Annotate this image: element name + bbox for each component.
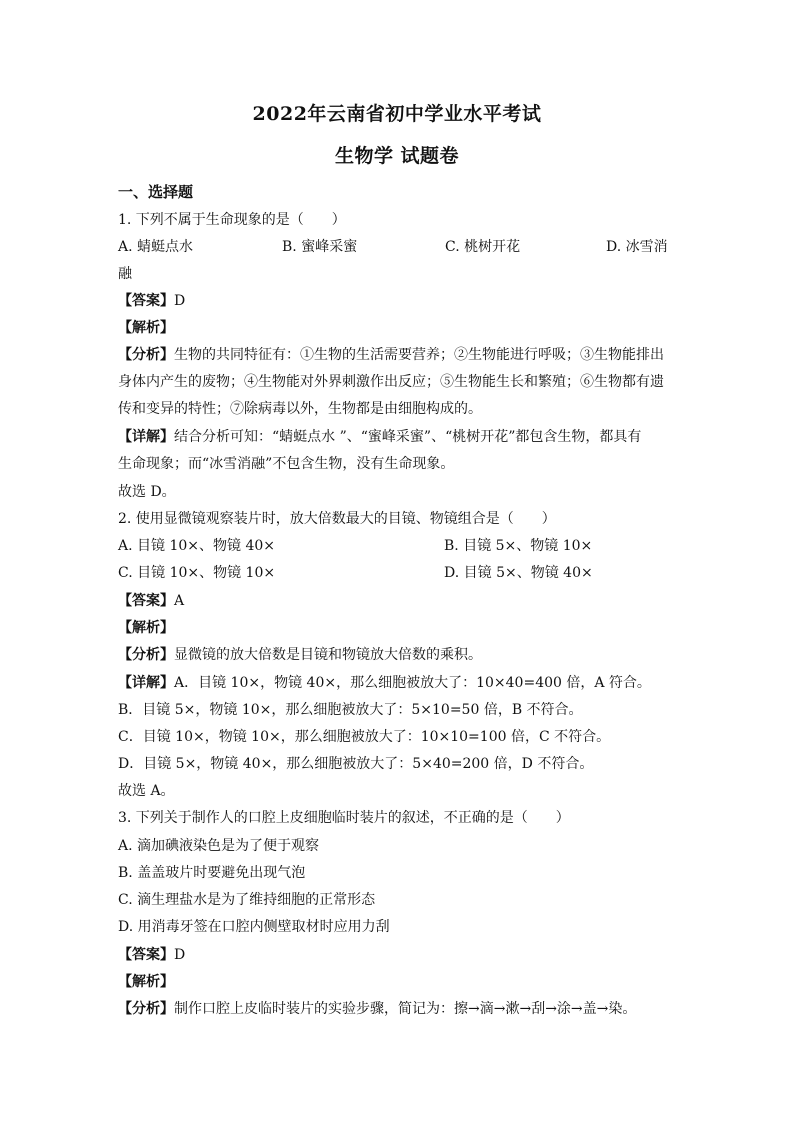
q2-option-d: D. 目镜 5×、物镜 40× xyxy=(444,565,593,581)
answer-value: A xyxy=(174,593,185,609)
fenxi-text: 显微镜的放大倍数是目镜和物镜放大倍数的乘积。 xyxy=(174,647,482,663)
fenxi-tag: 【分析】 xyxy=(118,647,174,663)
q3-fenxi-line xyxy=(118,1000,678,1018)
q2-analysis-tag: 【解析】 xyxy=(118,620,174,636)
q1-fenxi-line: 身体内产生的废物；④生物能对外界刺激作出反应；⑤生物能生长和繁殖；⑥生物都有遗 xyxy=(118,374,664,390)
q1-option-b: B. 蜜峰采蜜 xyxy=(282,239,358,255)
q2-xiangjie-line: C．目镜 10×，物镜 10×，那么细胞被放大了：10×10=100 倍，C 不符合。 xyxy=(118,729,611,745)
q1-analysis-tag: 【解析】 xyxy=(118,320,174,336)
q1-xiangjie-line xyxy=(118,428,678,446)
q2-answer xyxy=(118,592,678,610)
q3-stem: 3. 下列关于制作人的口腔上皮细胞临时装片的叙述，不正确的是（ ） xyxy=(118,810,570,826)
q1-option-a: A. 蜻蜓点水 xyxy=(118,239,194,255)
xiangjie-tag: 【详解】 xyxy=(118,429,174,445)
fenxi-tag: 【分析】 xyxy=(118,347,174,363)
q2-conclusion: 故选 A。 xyxy=(118,783,175,799)
answer-value: D xyxy=(174,947,186,963)
exam-title: 2022年云南省初中学业水平考试 xyxy=(252,103,542,125)
q2-fenxi-line xyxy=(118,646,678,664)
q3-answer xyxy=(118,946,678,964)
q3-option-a: A. 滴加碘液染色是为了便于观察 xyxy=(118,838,320,854)
answer-tag: 【答案】 xyxy=(118,593,174,609)
q1-fenxi-line: 传和变异的特性；⑦除病毒以外，生物都是由细胞构成的。 xyxy=(118,401,482,417)
q2-xiangjie-line xyxy=(118,674,678,692)
q2-option-c: C. 目镜 10×、物镜 10× xyxy=(118,565,276,581)
q1-xiangjie-line: 生命现象；而“冰雪消融”不包含生物，没有生命现象。 xyxy=(118,456,455,472)
fenxi-tag: 【分析】 xyxy=(118,1001,174,1017)
xiangjie-text: 结合分析可知：“蜻蜓点水 ”、“蜜峰采蜜”、“桃树开花”都包含生物，都具有 xyxy=(174,429,642,445)
answer-tag: 【答案】 xyxy=(118,293,174,309)
q1-stem: 1. 下列不属于生命现象的是（ ） xyxy=(118,212,346,228)
q2-xiangjie-line: B．目镜 5×，物镜 10×，那么细胞被放大了：5×10=50 倍，B 不符合。 xyxy=(118,702,583,718)
fenxi-text: 生物的共同特征有：①生物的生活需要营养；②生物能进行呼吸；③生物能排出 xyxy=(174,347,664,363)
q1-option-c: C. 桃树开花 xyxy=(445,239,521,255)
q1-conclusion: 故选 D。 xyxy=(118,484,176,500)
section-heading: 一、选择题 xyxy=(118,183,194,201)
q2-xiangjie-line: D．目镜 5×，物镜 40×，那么细胞被放大了：5×40=200 倍，D 不符合。 xyxy=(118,756,594,772)
q3-option-b: B. 盖盖玻片时要避免出现气泡 xyxy=(118,865,306,881)
answer-value: D xyxy=(174,293,186,309)
q3-option-d: D. 用消毒牙签在口腔内侧壁取材时应用力刮 xyxy=(118,919,390,935)
q1-fenxi-line xyxy=(118,346,678,364)
fenxi-text: 制作口腔上皮临时装片的实验步骤，简记为：擦→滴→漱→刮→涂→盖→染。 xyxy=(174,1001,637,1017)
answer-tag: 【答案】 xyxy=(118,947,174,963)
q1-option-d: D. 冰雪消 xyxy=(606,239,668,255)
q1-answer xyxy=(118,292,678,310)
q3-option-c: C. 滴生理盐水是为了维持细胞的正常形态 xyxy=(118,892,376,908)
q1-option-wrap: 融 xyxy=(118,266,132,282)
q2-stem: 2. 使用显微镜观察装片时，放大倍数最大的目镜、物镜组合是（ ） xyxy=(118,511,556,527)
xiangjie-text: A．目镜 10×，物镜 40×，那么细胞被放大了：10×40=400 倍，A 符合。 xyxy=(174,675,651,691)
q3-analysis-tag: 【解析】 xyxy=(118,974,174,990)
q2-option-b: B. 目镜 5×、物镜 10× xyxy=(444,538,593,554)
exam-subtitle: 生物学 试题卷 xyxy=(334,145,460,167)
q2-option-a: A. 目镜 10×、物镜 40× xyxy=(118,538,276,554)
xiangjie-tag: 【详解】 xyxy=(118,675,174,691)
